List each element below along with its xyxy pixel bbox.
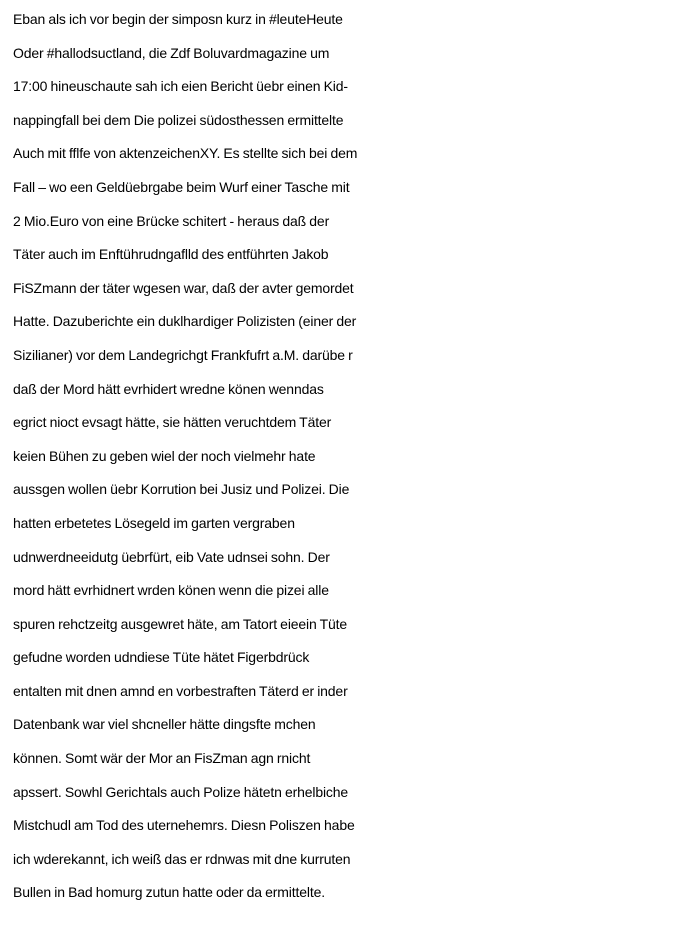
text-line: egrict nioct evsagt hätte, sie hätten veruchtdem Täter <box>13 414 332 431</box>
text-line: Eban als ich vor begin der simposn kurz in #leuteHeute <box>13 11 343 27</box>
text-line: Datenbank war viel shcneller hätte dingsfte mchen <box>13 716 316 733</box>
text-line: Täter auch im Enftührudngaflld des entführten Jakob <box>13 246 329 263</box>
text-line: keien Bühen zu geben wiel der noch vielmehr hate <box>13 447 316 464</box>
text-line: spuren rehctzeitg ausgewret häte, am Tatort eieein Tüte <box>13 615 348 632</box>
text-line: nappingfall bei dem Die polizei südosthessen ermittelte <box>13 111 344 128</box>
text-line: ich wderekannt, ich weiß das er rdnwas mit dne kurruten <box>13 850 351 867</box>
text-line: Sizilianer) vor dem Landegrichgt Frankfufrt a.M. darübe r <box>13 346 353 363</box>
text-line: 17:00 hineuschaute sah ich eien Bericht üebr einen Kid- <box>13 78 348 95</box>
text-line: Mistchudl am Tod des uternehemrs. Diesn Poliszen habe <box>13 817 355 834</box>
text-line: FiSZmann der täter wgesen war, daß der avter gemordet <box>13 279 354 296</box>
text-line: mord hätt evrhidnert wrden könen wenn die pizei alle <box>13 582 329 599</box>
text-line: hatten erbetetes Lösegeld im garten vergraben <box>13 514 295 531</box>
text-line: 2 Mio.Euro von eine Brücke schitert - heraus daß der <box>13 212 330 229</box>
text-line: Bullen in Bad homurg zutun hatte oder da ermittelte. <box>13 884 325 901</box>
text-line: apssert. Sowhl Gerichtals auch Polize hätetn erhelbiche <box>13 783 349 800</box>
text-line: udnwerdneeidutg üebrfürt, eib Vate udnsei sohn. Der <box>13 548 330 565</box>
text-line: daß der Mord hätt evrhidert wredne könen wenndas <box>13 380 324 397</box>
text-line: Auch mit fflfe von aktenzeichenXY. Es stellte sich bei dem <box>13 145 358 162</box>
text-line: Hatte. Dazuberichte ein duklhardiger Polizisten (einer der <box>13 313 357 330</box>
text-line: Oder #hallodsuctland, die Zdf Boluvardmagazine um <box>13 44 330 61</box>
text-line: gefudne worden udndiese Tüte hätet Figerbdrück <box>13 649 310 666</box>
text-line: Fall – wo een Geldüebrgabe beim Wurf einer Tasche mit <box>13 178 350 195</box>
text-line: entalten mit dnen amnd en vorbestraften Täterd er inder <box>13 682 348 699</box>
text-line: können. Somt wär der Mor an FisZman agn rnicht <box>13 750 311 767</box>
text-line: aussgen wollen üebr Korrution bei Jusiz und Polizei. Die <box>13 481 350 498</box>
